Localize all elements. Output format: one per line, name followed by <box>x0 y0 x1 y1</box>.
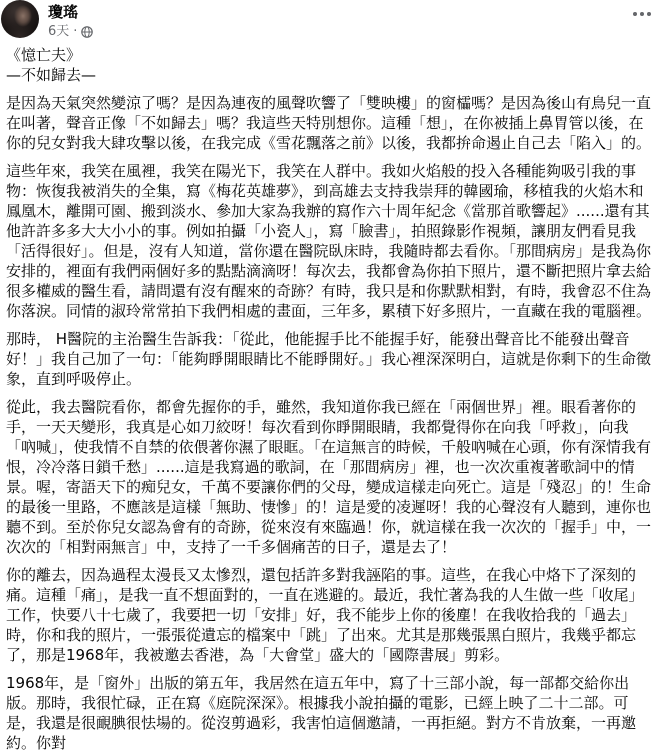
post-paragraph: 是因為天氣突然變涼了嗎？是因為連夜的風聲吹響了「雙映樓」的窗櫺嗎？是因為後山有鳥兒一直在叫著，聲音正像「不如歸去」嗎？我這些天特別想你。這種「想」，在你被插上鼻胃管以後，在你的兒女對我大肆攻擊以後，在我完成《雪花飄落之前》以後，我都拚命遏止自己去「陷入」的。 <box>6 94 652 152</box>
post-paragraph: 從此，我去醫院看你，都會先握你的手，雖然，我知道你我已經在「兩個世界」裡。眼看著你的手，一天天變形，我真是心如刀絞呀！每次看到你睜開眼睛，我都覺得你在向我「呼救」，向我「吶喊」，使我情不自禁的依偎著你濕了眼眶。「在這無言的時候，千般吶喊在心頭，你有深情我有恨，冷冷落日鎖千愁」......這是我寫過的歌詞，在「那間病房」裡，也一次次重複著歌詞中的情景。喔，寄語天下的痴兒女，千萬不要讓你們的父母，變成這樣走向死亡。這是「殘忍」的！生命的最後一里路，不應該是這樣「無助、悽慘」的！這是愛的凌遲呀！我的心聲沒有人聽到，連你也聽不到。至於你兒女認為會有的奇跡，從來沒有來臨過！你，就這樣在我一次次的「握手」中，一次次的「相對兩無言」中，支持了一千多個痛苦的日子，還是去了！ <box>6 398 652 556</box>
post-paragraph: 你的離去，因為過程太漫長又太慘烈，還包括許多對我誣陷的事。這些，在我心中烙下了深刻的痛。這種「痛」，是我一直不想面對的，一直在逃避的。最近，我忙著為我的人生做一些「收尾」工作，快要八十七歲了，我要把一切「安排」好，我不能步上你的後塵！在我收拾我的「過去」時，你和我的照片，一張張從遺忘的檔案中「跳」了出來。尤其是那幾張黑白照片，我幾乎都忘了，那是1968年，我被邀去香港，為「大會堂」盛大的「國際書展」剪彩。 <box>6 566 644 664</box>
more-dot <box>633 12 637 16</box>
post-timestamp[interactable]: 6天 <box>48 24 70 39</box>
post-paragraph: 1968年，是「窗外」出版的第五年，我居然在這五年中，寫了十三部小說，每一部都交給你出版。那時，我很忙碌，正在寫《庭院深深》。根據我小說拍攝的電影，已經上映了二十二部。可是，我還是很靦腆很怯場的。從沒剪過彩，我害怕這個邀請，一再拒絕。對方不肯放棄，一再邀約。你對 <box>6 674 637 752</box>
more-dot <box>640 12 644 16</box>
meta-separator: · <box>73 24 78 39</box>
author-name[interactable]: 瓊瑤 <box>48 3 79 21</box>
post-paragraph: 那時， H醫院的主治醫生告訴我：「從此，他能握手比不能握手好，能發出聲音比不能發出聲音好！」我自己加了一句：「能夠睜開眼睛比不能睜開好。」我心裡深深明白，這就是你剩下的生命徵象，直到呼吸停止。 <box>6 330 652 388</box>
more-options-icon[interactable] <box>628 6 656 22</box>
author-avatar[interactable] <box>1 0 39 38</box>
post-title-block <box>6 45 656 85</box>
post-paragraph: 這些年來，我笑在風裡，我笑在陽光下，我笑在人群中。我如火焰般的投入各種能夠吸引我的事物：恢復我被消失的全集，寫《梅花英雄夢》，到高雄去支持我崇拜的韓國瑜，移植我的火焰木和鳳凰木，離開可園、搬到淡水、參加大家為我辦的寫作六十周年紀念《當那首歌響起》......還有其他許許多多大大小小的事。例如拍攝「小瓷人」，寫「臉書」，拍照錄影作視頻，讓朋友們看見我「活得很好」。但是，沒有人知道，當你還在醫院臥床時，我隨時都去看你。「那間病房」是我為你安排的，裡面有我們兩個好多的點點滴滴呀！每次去，我都會為你拍下照片，還不斷把照片拿去給很多權威的醫生看，請問還有沒有醒來的奇跡？有時，我只是和你默默相對，有時，我會忍不住為你落淚。同情的淑玲常常拍下我們相處的畫面，三年多，累積下好多照片，一直藏在我的電腦裡。 <box>6 162 652 320</box>
post-title: 《憶亡夫》 <box>6 46 82 64</box>
post-body <box>6 45 656 753</box>
globe-icon <box>81 26 93 38</box>
post-subtitle: —不如歸去— <box>6 66 97 84</box>
more-dot <box>647 12 651 16</box>
post-meta <box>48 23 93 41</box>
